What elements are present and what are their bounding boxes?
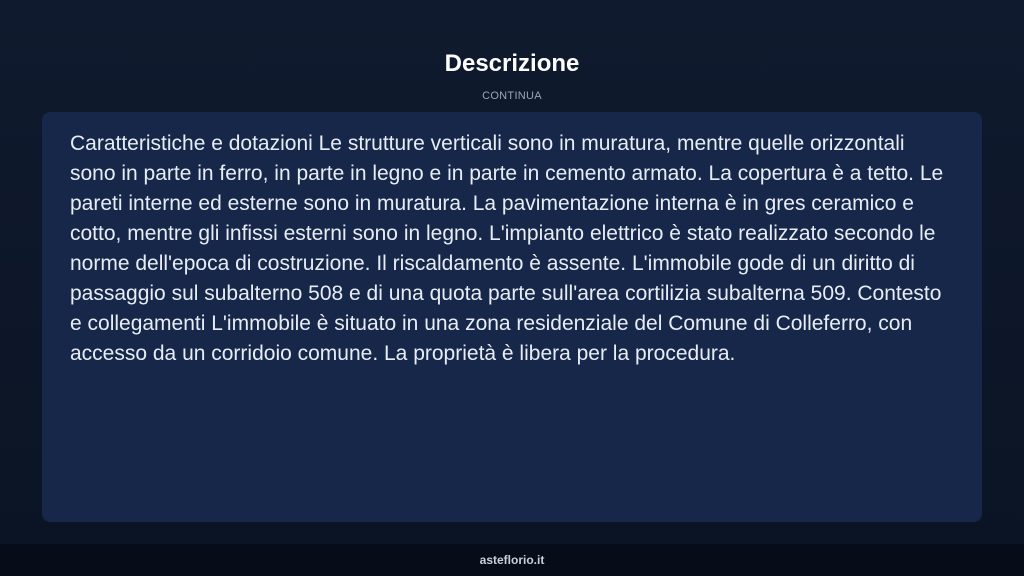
- description-card: [42, 112, 982, 522]
- description-text: Caratteristiche e dotazioni Le strutture verticali sono in muratura, mentre quelle orizzontali sono in parte in ferro, in parte in legno e in parte in cemento armato. La copertura è a tetto. Le pareti interne ed esterne sono in muratura. La pavimentazione interna è in gres ceramico e cotto, mentre gli infissi esterni sono in legno. L'impianto elettrico è stato realizzato secondo le norme dell'epoca di costruzione. Il riscaldamento è assente. L'immobile gode di un diritto di passaggio sul subalterno 508 e di una quota parte sull'area cortilizia subalterna 509. Contesto e collegamenti L'immobile è situato in una zona residenziale del Comune di Colleferro, con accesso da un corridoio comune. La proprietà è libera per la procedura.: [70, 132, 944, 365]
- footer-bar: [0, 544, 1024, 576]
- page-subtitle: CONTINUA: [482, 90, 542, 102]
- page-title: Descrizione: [444, 50, 580, 77]
- footer-site-name: asteflorio.it: [479, 553, 545, 567]
